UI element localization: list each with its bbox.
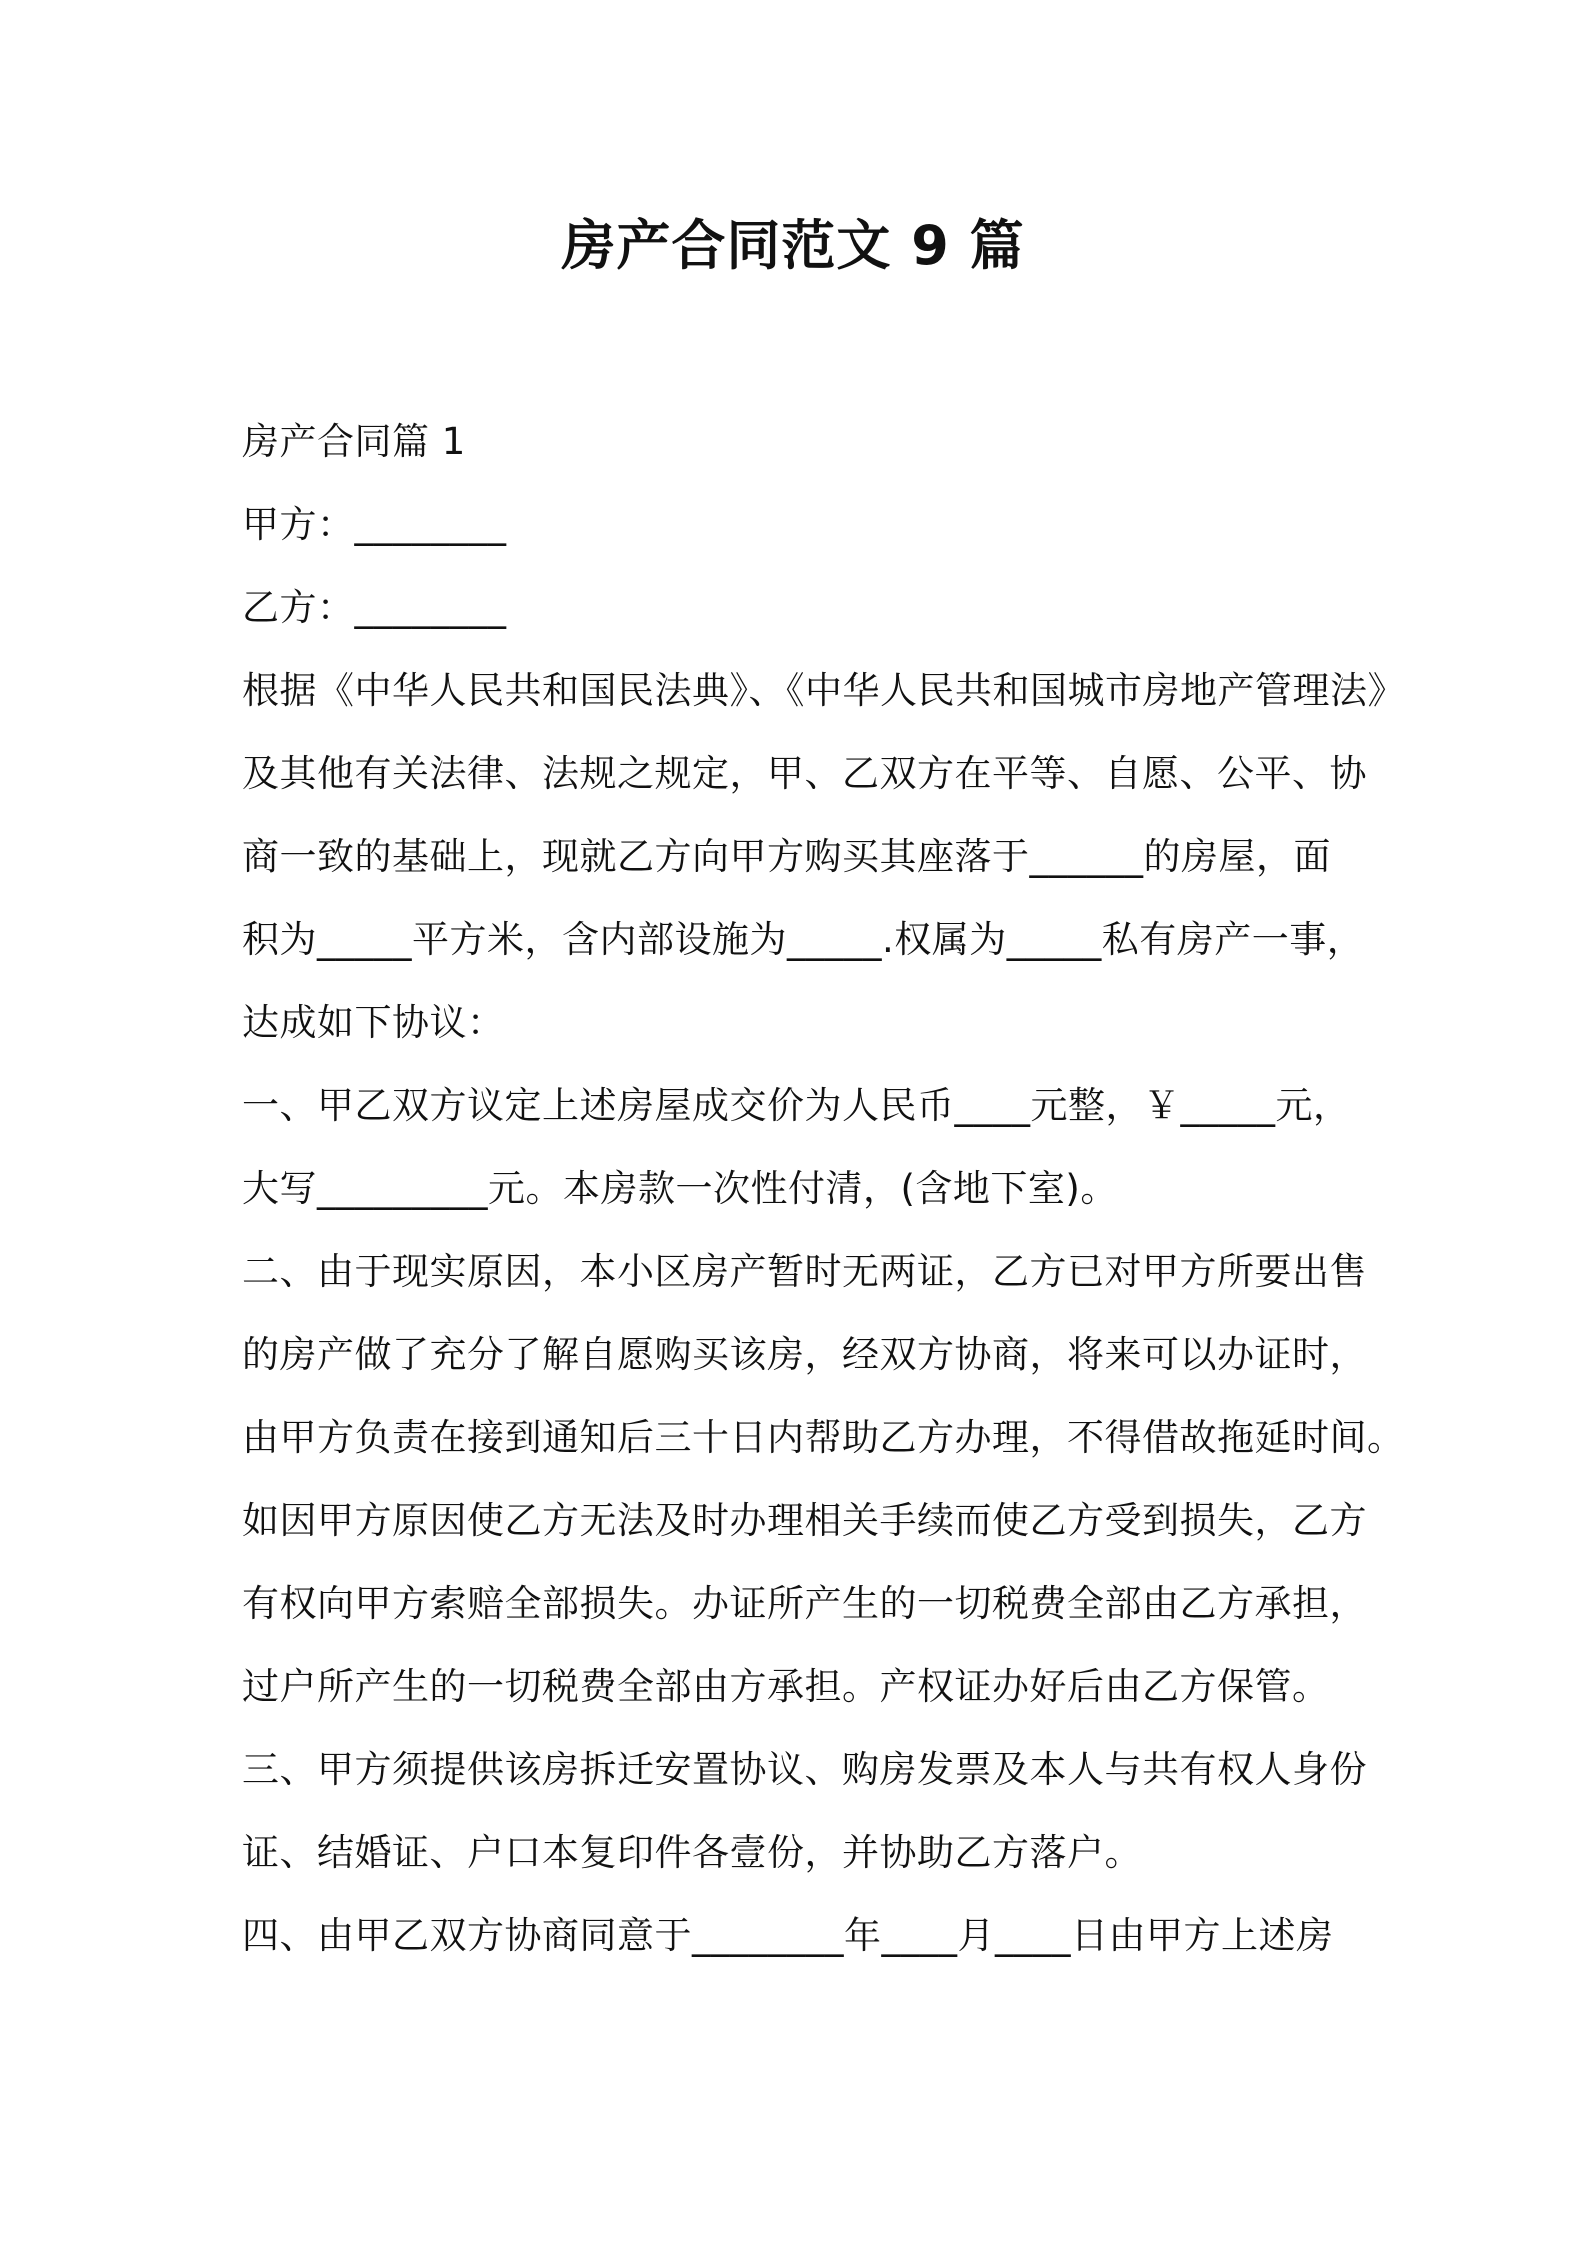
paragraph-line: 积为_____平方米，含内部设施为_____.权属为_____私有房产一事， bbox=[242, 918, 1365, 961]
paragraph-line: 达成如下协议： bbox=[242, 1001, 505, 1044]
party-b-line: 乙方：________ bbox=[242, 586, 507, 629]
clause-2-line: 有权向甲方索赔全部损失。办证所产生的一切税费全部由乙方承担， bbox=[242, 1582, 1367, 1625]
paragraph-line: 根据《中华人民共和国民法典》、《中华人民共和国城市房地产管理法》 bbox=[242, 669, 1405, 712]
clause-2-line: 过户所产生的一切税费全部由方承担。产权证办好后由乙方保管。 bbox=[242, 1665, 1330, 1708]
document-title: 房产合同范文 9 篇 bbox=[561, 214, 1025, 277]
clause-3-line: 三、甲方须提供该房拆迁安置协议、购房发票及本人与共有权人身份 bbox=[242, 1748, 1367, 1791]
paragraph-line: 商一致的基础上，现就乙方向甲方购买其座落于______的房屋，面 bbox=[242, 835, 1331, 878]
paragraph-line: 及其他有关法律、法规之规定，甲、乙双方在平等、自愿、公平、协 bbox=[242, 752, 1367, 795]
document-body bbox=[242, 400, 1405, 1977]
clause-2-line: 的房产做了充分了解自愿购买该房，经双方协商，将来可以办证时， bbox=[242, 1333, 1367, 1376]
party-a-line: 甲方：________ bbox=[242, 503, 507, 546]
clause-3-line: 证、结婚证、户口本复印件各壹份，并协助乙方落户。 bbox=[242, 1831, 1142, 1874]
clause-1-line: 一、甲乙双方议定上述房屋成交价为人民币____元整，￥_____元， bbox=[242, 1084, 1351, 1127]
clause-2-line: 由甲方负责在接到通知后三十日内帮助乙方办理，不得借故拖延时间。 bbox=[242, 1416, 1405, 1459]
clause-1-line: 大写_________元。本房款一次性付清，(含地下室)。 bbox=[242, 1167, 1118, 1210]
clause-2-line: 二、由于现实原因，本小区房产暂时无两证，乙方已对甲方所要出售 bbox=[242, 1250, 1367, 1293]
section-heading: 房产合同篇 1 bbox=[242, 420, 466, 463]
clause-4-line: 四、由甲乙双方协商同意于________年____月____日由甲方上述房 bbox=[242, 1914, 1334, 1957]
clause-2-line: 如因甲方原因使乙方无法及时办理相关手续而使乙方受到损失，乙方 bbox=[242, 1499, 1367, 1542]
